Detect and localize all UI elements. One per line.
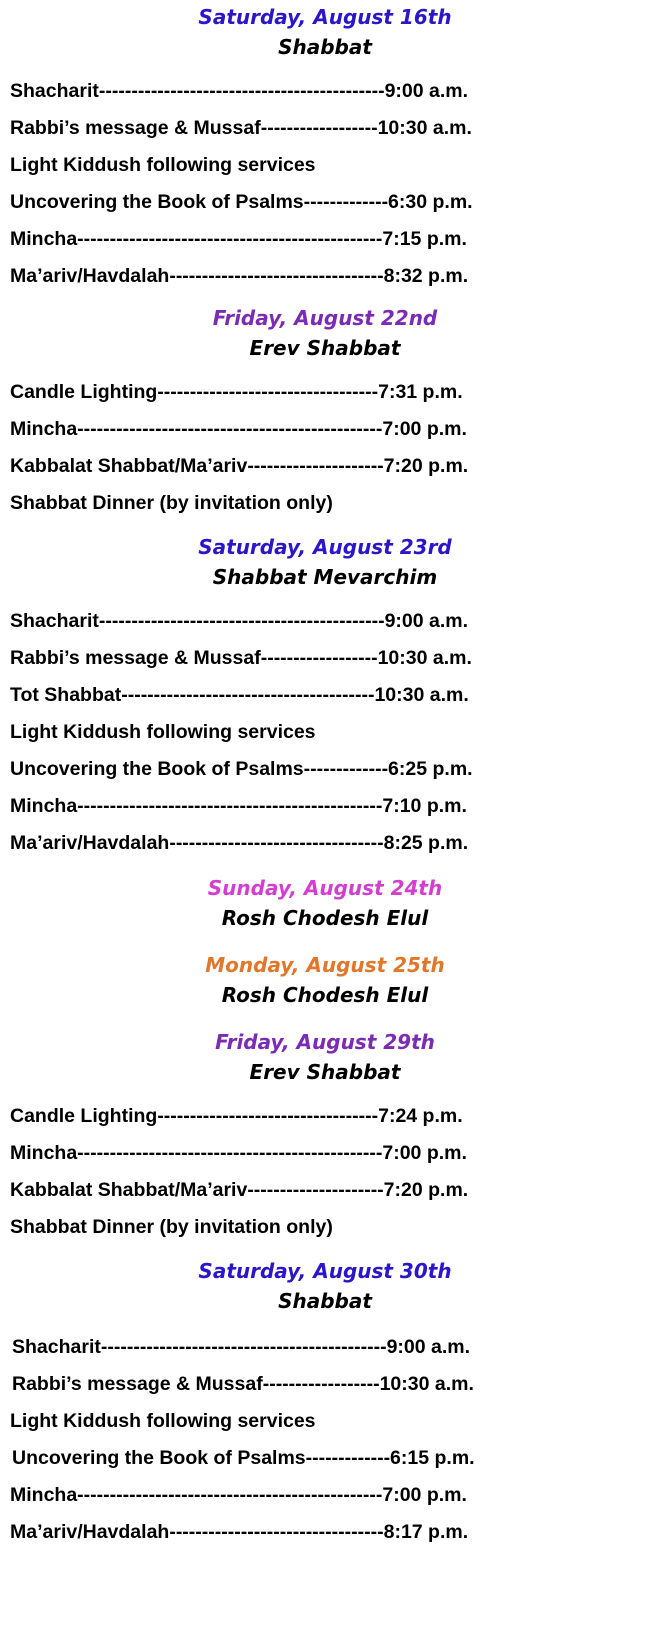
- schedule-section: [0, 950, 650, 1010]
- day-heading: Saturday, August 16th: [198, 5, 452, 29]
- schedule-row: [0, 147, 650, 184]
- schedule-section: [0, 873, 650, 933]
- day-heading: Sunday, August 24th: [207, 876, 443, 900]
- day-heading: Saturday, August 30th: [198, 1259, 452, 1283]
- schedule-row: [0, 485, 650, 522]
- schedule-row-text: Mincha-----------------------------------------------7:00 p.m.: [10, 418, 467, 440]
- schedule-row: [0, 73, 650, 110]
- schedule-rows: [0, 1329, 650, 1551]
- schedule-row: [0, 184, 650, 221]
- schedule-row-text: Ma’ariv/Havdalah---------------------------------8:25 p.m.: [10, 832, 469, 854]
- schedule-row: [0, 1172, 650, 1209]
- schedule-row: [0, 110, 650, 147]
- schedule-row: [0, 374, 650, 411]
- schedule-row: [0, 1514, 650, 1551]
- schedule-row-text: Uncovering the Book of Psalms-------------6:30 p.m.: [10, 191, 473, 213]
- schedule-row: [0, 1209, 650, 1246]
- occasion-title: Erev Shabbat: [249, 1060, 401, 1084]
- schedule-row-text: Rabbi’s message & Mussaf------------------10:30 a.m.: [12, 1373, 474, 1395]
- day-heading: Monday, August 25th: [205, 953, 445, 977]
- schedule-row-text: Ma’ariv/Havdalah---------------------------------8:17 p.m.: [10, 1521, 469, 1543]
- schedule-row: [0, 1135, 650, 1172]
- schedule-row-text: Shabbat Dinner (by invitation only): [10, 1216, 333, 1238]
- schedule-row-text: Tot Shabbat---------------------------------------10:30 a.m.: [10, 684, 469, 706]
- schedule-row-text: Mincha-----------------------------------------------7:10 p.m.: [10, 795, 467, 817]
- schedule-section: [0, 2, 650, 295]
- occasion-title: Erev Shabbat: [249, 336, 401, 360]
- schedule-row: [0, 1329, 650, 1366]
- schedule-row-text: Uncovering the Book of Psalms-------------6:25 p.m.: [10, 758, 473, 780]
- schedule-row-text: Shacharit--------------------------------------------9:00 a.m.: [10, 80, 469, 102]
- schedule-row: [0, 1098, 650, 1135]
- schedule-section: [0, 532, 650, 862]
- schedule-row-text: Shabbat Dinner (by invitation only): [10, 492, 333, 514]
- schedule-row-text: Rabbi’s message & Mussaf------------------10:30 a.m.: [10, 117, 472, 139]
- schedule-row: [0, 677, 650, 714]
- schedule-row-text: Mincha-----------------------------------------------7:00 p.m.: [10, 1142, 467, 1164]
- schedule-row-text: Candle Lighting----------------------------------7:24 p.m.: [10, 1105, 463, 1127]
- day-heading: Saturday, August 23rd: [198, 535, 452, 559]
- occasion-title: Shabbat: [278, 35, 372, 59]
- schedule-row: [0, 603, 650, 640]
- schedule-row-text: Rabbi’s message & Mussaf------------------10:30 a.m.: [10, 647, 472, 669]
- schedule-row-text: Light Kiddush following services: [10, 154, 316, 176]
- schedule-row-text: Shacharit--------------------------------------------9:00 a.m.: [12, 1336, 471, 1358]
- schedule-rows: [0, 603, 650, 862]
- schedule-row: [0, 221, 650, 258]
- schedule-rows: [0, 1098, 650, 1246]
- schedule-row-text: Uncovering the Book of Psalms-------------6:15 p.m.: [12, 1447, 475, 1469]
- day-heading: Friday, August 22nd: [212, 306, 438, 330]
- schedule-section: [0, 1027, 650, 1246]
- occasion-title: Shabbat Mevarchim: [212, 565, 438, 589]
- schedule-section: [0, 1256, 650, 1551]
- occasion-title: Rosh Chodesh Elul: [221, 906, 429, 930]
- schedule-row-text: Light Kiddush following services: [10, 1410, 316, 1432]
- schedule-row: [0, 1477, 650, 1514]
- schedule-row: [0, 714, 650, 751]
- schedule-row-text: Light Kiddush following services: [10, 721, 316, 743]
- schedule-row: [0, 1440, 650, 1477]
- schedule-section: [0, 303, 650, 522]
- schedule-row-text: Mincha-----------------------------------------------7:00 p.m.: [10, 1484, 467, 1506]
- schedule-rows: [0, 73, 650, 295]
- schedule-row-text: Candle Lighting----------------------------------7:31 p.m.: [10, 381, 463, 403]
- schedule-rows: [0, 374, 650, 522]
- schedule-row-text: Ma’ariv/Havdalah---------------------------------8:32 p.m.: [10, 265, 469, 287]
- schedule-row: [0, 640, 650, 677]
- occasion-title: Shabbat: [278, 1289, 372, 1313]
- schedule-row: [0, 751, 650, 788]
- schedule-row-text: Mincha-----------------------------------------------7:15 p.m.: [10, 228, 467, 250]
- day-heading: Friday, August 29th: [215, 1030, 435, 1054]
- schedule-row-text: Kabbalat Shabbat/Ma’ariv---------------------7:20 p.m.: [10, 1179, 469, 1201]
- schedule-row: [0, 1366, 650, 1403]
- schedule-row: [0, 258, 650, 295]
- schedule-row-text: Kabbalat Shabbat/Ma’ariv---------------------7:20 p.m.: [10, 455, 469, 477]
- occasion-title: Rosh Chodesh Elul: [221, 983, 429, 1007]
- schedule-row: [0, 788, 650, 825]
- schedule-row: [0, 448, 650, 485]
- schedule-row: [0, 825, 650, 862]
- schedule-row-text: Shacharit--------------------------------------------9:00 a.m.: [10, 610, 469, 632]
- schedule-row: [0, 411, 650, 448]
- schedule-row: [0, 1403, 650, 1440]
